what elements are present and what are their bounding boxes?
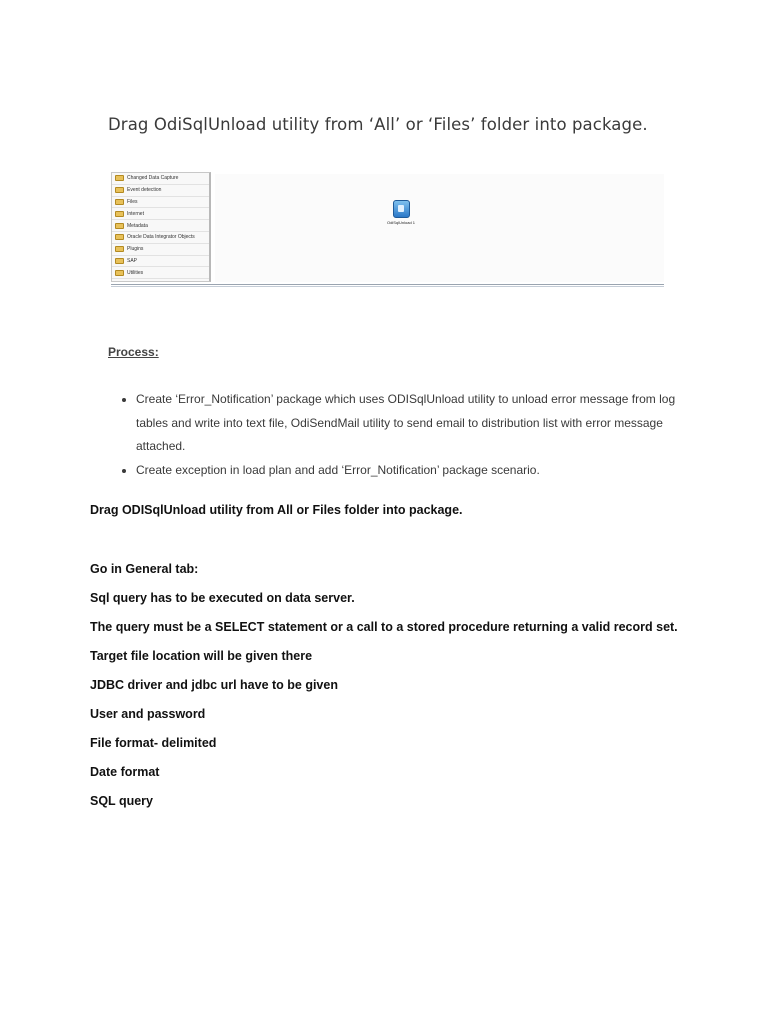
body-line: Target file location will be given there <box>90 649 313 663</box>
folder-item <box>112 232 209 244</box>
folder-label: Oracle Data Integrator Objects <box>127 234 195 241</box>
folder-item <box>112 256 209 268</box>
folder-icon <box>115 175 124 181</box>
folder-label: Files <box>127 198 138 205</box>
folder-item <box>112 173 209 185</box>
folder-icon <box>115 187 124 193</box>
folder-icon <box>115 258 124 264</box>
folder-icon <box>115 270 124 276</box>
folder-item <box>112 197 209 209</box>
folder-icon <box>115 234 124 240</box>
body-line: Drag ODISqlUnload utility from All or Files folder into package. <box>90 503 463 517</box>
body-line: Date format <box>90 765 160 779</box>
package-canvas <box>215 174 664 282</box>
folder-icon <box>115 246 124 252</box>
process-list <box>118 388 692 482</box>
sql-unload-icon <box>393 200 410 218</box>
utility-node <box>371 200 431 225</box>
folder-label: SAP <box>127 257 138 264</box>
folder-item <box>112 208 209 220</box>
folder-icon <box>115 211 124 217</box>
folder-label: Utilities <box>127 269 144 276</box>
image-caption: Drag OdiSqlUnload utility from ‘All’ or ‘Files’ folder into package. <box>108 115 648 134</box>
body-line: The query must be a SELECT statement or a call to a stored procedure returning a valid record set. <box>90 620 678 634</box>
folder-label: Metadata <box>127 222 148 229</box>
folder-icon <box>115 223 124 229</box>
folder-label: Plugins <box>127 246 144 253</box>
folder-item <box>112 267 209 279</box>
body-line: SQL query <box>90 794 153 808</box>
utility-node-label: OdiSqlUnload 1 <box>386 220 416 225</box>
body-line: File format- delimited <box>90 736 217 750</box>
folder-item <box>112 220 209 232</box>
divider <box>111 284 664 287</box>
folder-item <box>112 185 209 197</box>
body-line: Sql query has to be executed on data server. <box>90 591 355 605</box>
body-line: User and password <box>90 707 206 721</box>
embedded-screenshot <box>111 172 664 288</box>
folder-item <box>112 244 209 256</box>
folder-icon <box>115 199 124 205</box>
folder-panel <box>111 172 211 282</box>
folder-label: Changed Data Capture <box>127 175 179 182</box>
body-line: JDBC driver and jdbc url have to be given <box>90 678 338 692</box>
list-item: • Create exception in load plan and add ‘Error_Notification’ package scenario. <box>136 459 692 483</box>
folder-label: Event detection <box>127 187 162 194</box>
list-item: • Create ‘Error_Notification’ package which uses ODISqlUnload utility to unload error message from log tables and write into text file, OdiSendMail utility to send email to distribution list with error message attached. <box>136 388 692 459</box>
body-line: Go in General tab: <box>90 562 199 576</box>
process-heading: Process: <box>108 345 159 359</box>
folder-label: Internet <box>127 210 144 217</box>
